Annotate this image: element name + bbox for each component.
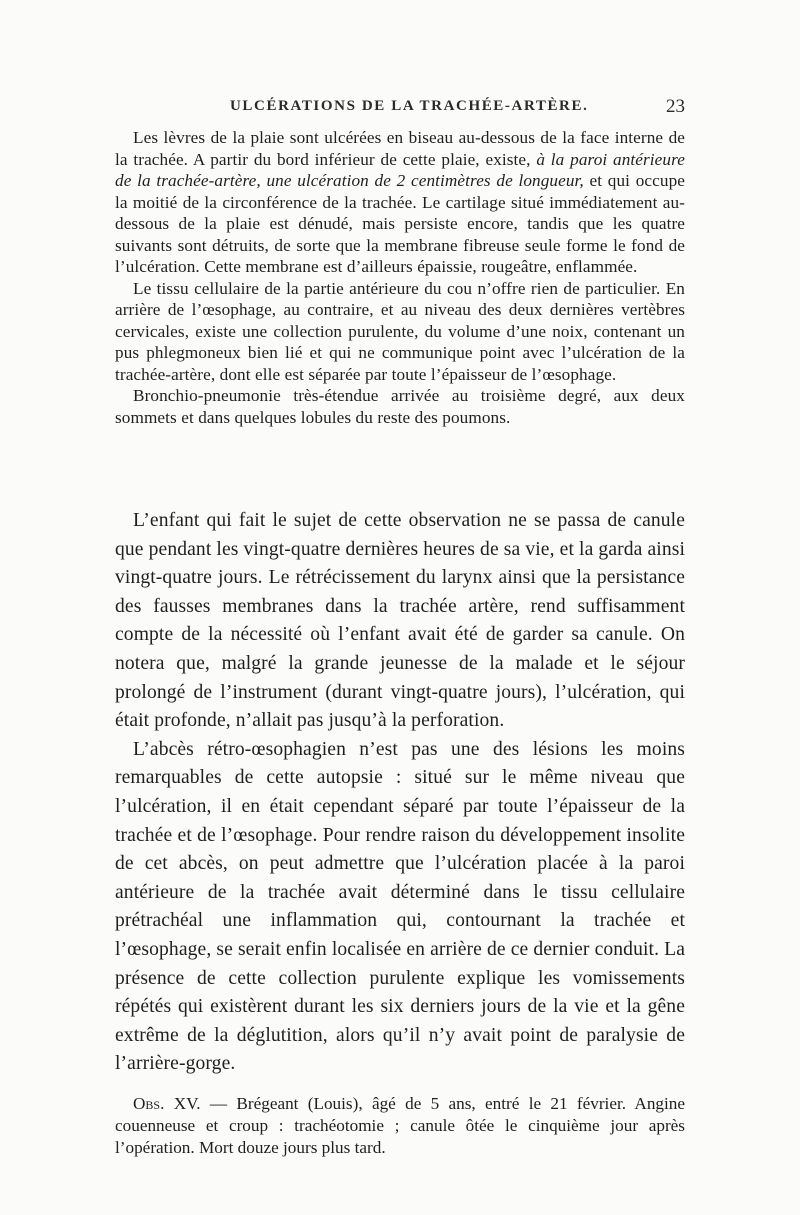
paragraph-plaie-end: et qui occupe la moitié de la circonférence de la trachée. Le cartilage situé immédiatement au-dessous de la plaie est dénudé, mais persiste encore, tandis que les quatre suivants sont détruits, de sorte que la membrane fibreuse seule forme le fond de l’ulcération. Cette membrane est d’ailleurs épaissie, rougeâtre, enflammée. bbox=[115, 171, 686, 276]
paragraph-plaie-start: Les lèvres de la plaie sont ulcérées en biseau au-dessous de la face interne de la trachée. A partir du bord inférieur de cette plaie, existe, bbox=[115, 128, 685, 169]
observation-xv bbox=[115, 1093, 685, 1159]
paragraph-enfant: L’enfant qui fait le sujet de cette observation ne se passa de canule que pendant les vingt-quatre dernières heures de sa vie, et la garda ainsi vingt-quatre jours. Le rétrécissement du larynx ainsi que la persistance des fausses membranes dans la trachée artère, rend suffisamment compte de la nécessité où l’enfant avait été de garder sa canule. On notera que, malgré la grande jeunesse de la malade et le séjour prolongé de l’instrument (durant vingt-quatre jours), l’ulcération, qui était profonde, n’allait pas jusqu’à la perforation. bbox=[115, 510, 685, 732]
paragraph-bronchio: Bronchio-pneumonie très-étendue arrivée au troisième degré, aux deux sommets et dans quelques lobules du reste des poumons. bbox=[115, 386, 685, 427]
observation-heading: — Brégeant (Louis), âgé de 5 ans, entré le 21 février. bbox=[200, 1094, 627, 1113]
observation-text: Angine couenneuse et croup : trachéotomie ; canule ôtée le cinquième jour après l’opération. Mort douze jours plus tard. bbox=[115, 1094, 685, 1157]
observation-paragraph bbox=[115, 1093, 685, 1159]
paragraph-plaie-italic: à la paroi antérieure de la trachée-artère, une ulcération de 2 centimètres de longueur, bbox=[115, 149, 685, 190]
page-header bbox=[115, 98, 685, 122]
observation-label: Obs. XV. bbox=[133, 1094, 201, 1113]
running-title: ULCÉRATIONS DE LA TRACHÉE-ARTÈRE. bbox=[230, 98, 589, 114]
paragraph-abces: L’abcès rétro-œsophagien n’est pas une des lésions les moins remarquables de cette autopsie : situé sur le même niveau que l’ulcération, il en était cependant séparé par toute l’épaisseur de la trachée et de l’œsophage. Pour rendre raison du développement insolite de cet abcès, on peut admettre que l’ulcération placée à la paroi antérieure de la trachée avait déterminé dans le tissu cellulaire prétrachéal une inflammation qui, contournant la trachée et l’œsophage, se serait enfin localisée en arrière de ce dernier conduit. La présence de cette collection purulente explique les vomissements répétés qui existèrent durant les six derniers jours de la vie et la gêne extrême de la déglutition, alors qu’il n’y avait point de paralysie de l’arrière-gorge. bbox=[115, 738, 685, 1075]
commentary bbox=[115, 507, 685, 1079]
paragraph-tissu: Le tissu cellulaire de la partie antérieure du cou n’offre rien de particulier. En arrière de l’œsophage, au contraire, et au niveau des deux dernières vertèbres cervicales, existe une collection purulente, du volume d’une noix, contenant un pus phlegmoneux bien lié et qui ne communique point avec l’ulcération de la trachée-artère, dont elle est séparée par toute l’épaisseur de l’œsophage. bbox=[115, 278, 685, 384]
autopsy-details bbox=[115, 127, 685, 428]
page-number: 23 bbox=[666, 96, 685, 117]
paragraph-plaie bbox=[115, 127, 685, 278]
